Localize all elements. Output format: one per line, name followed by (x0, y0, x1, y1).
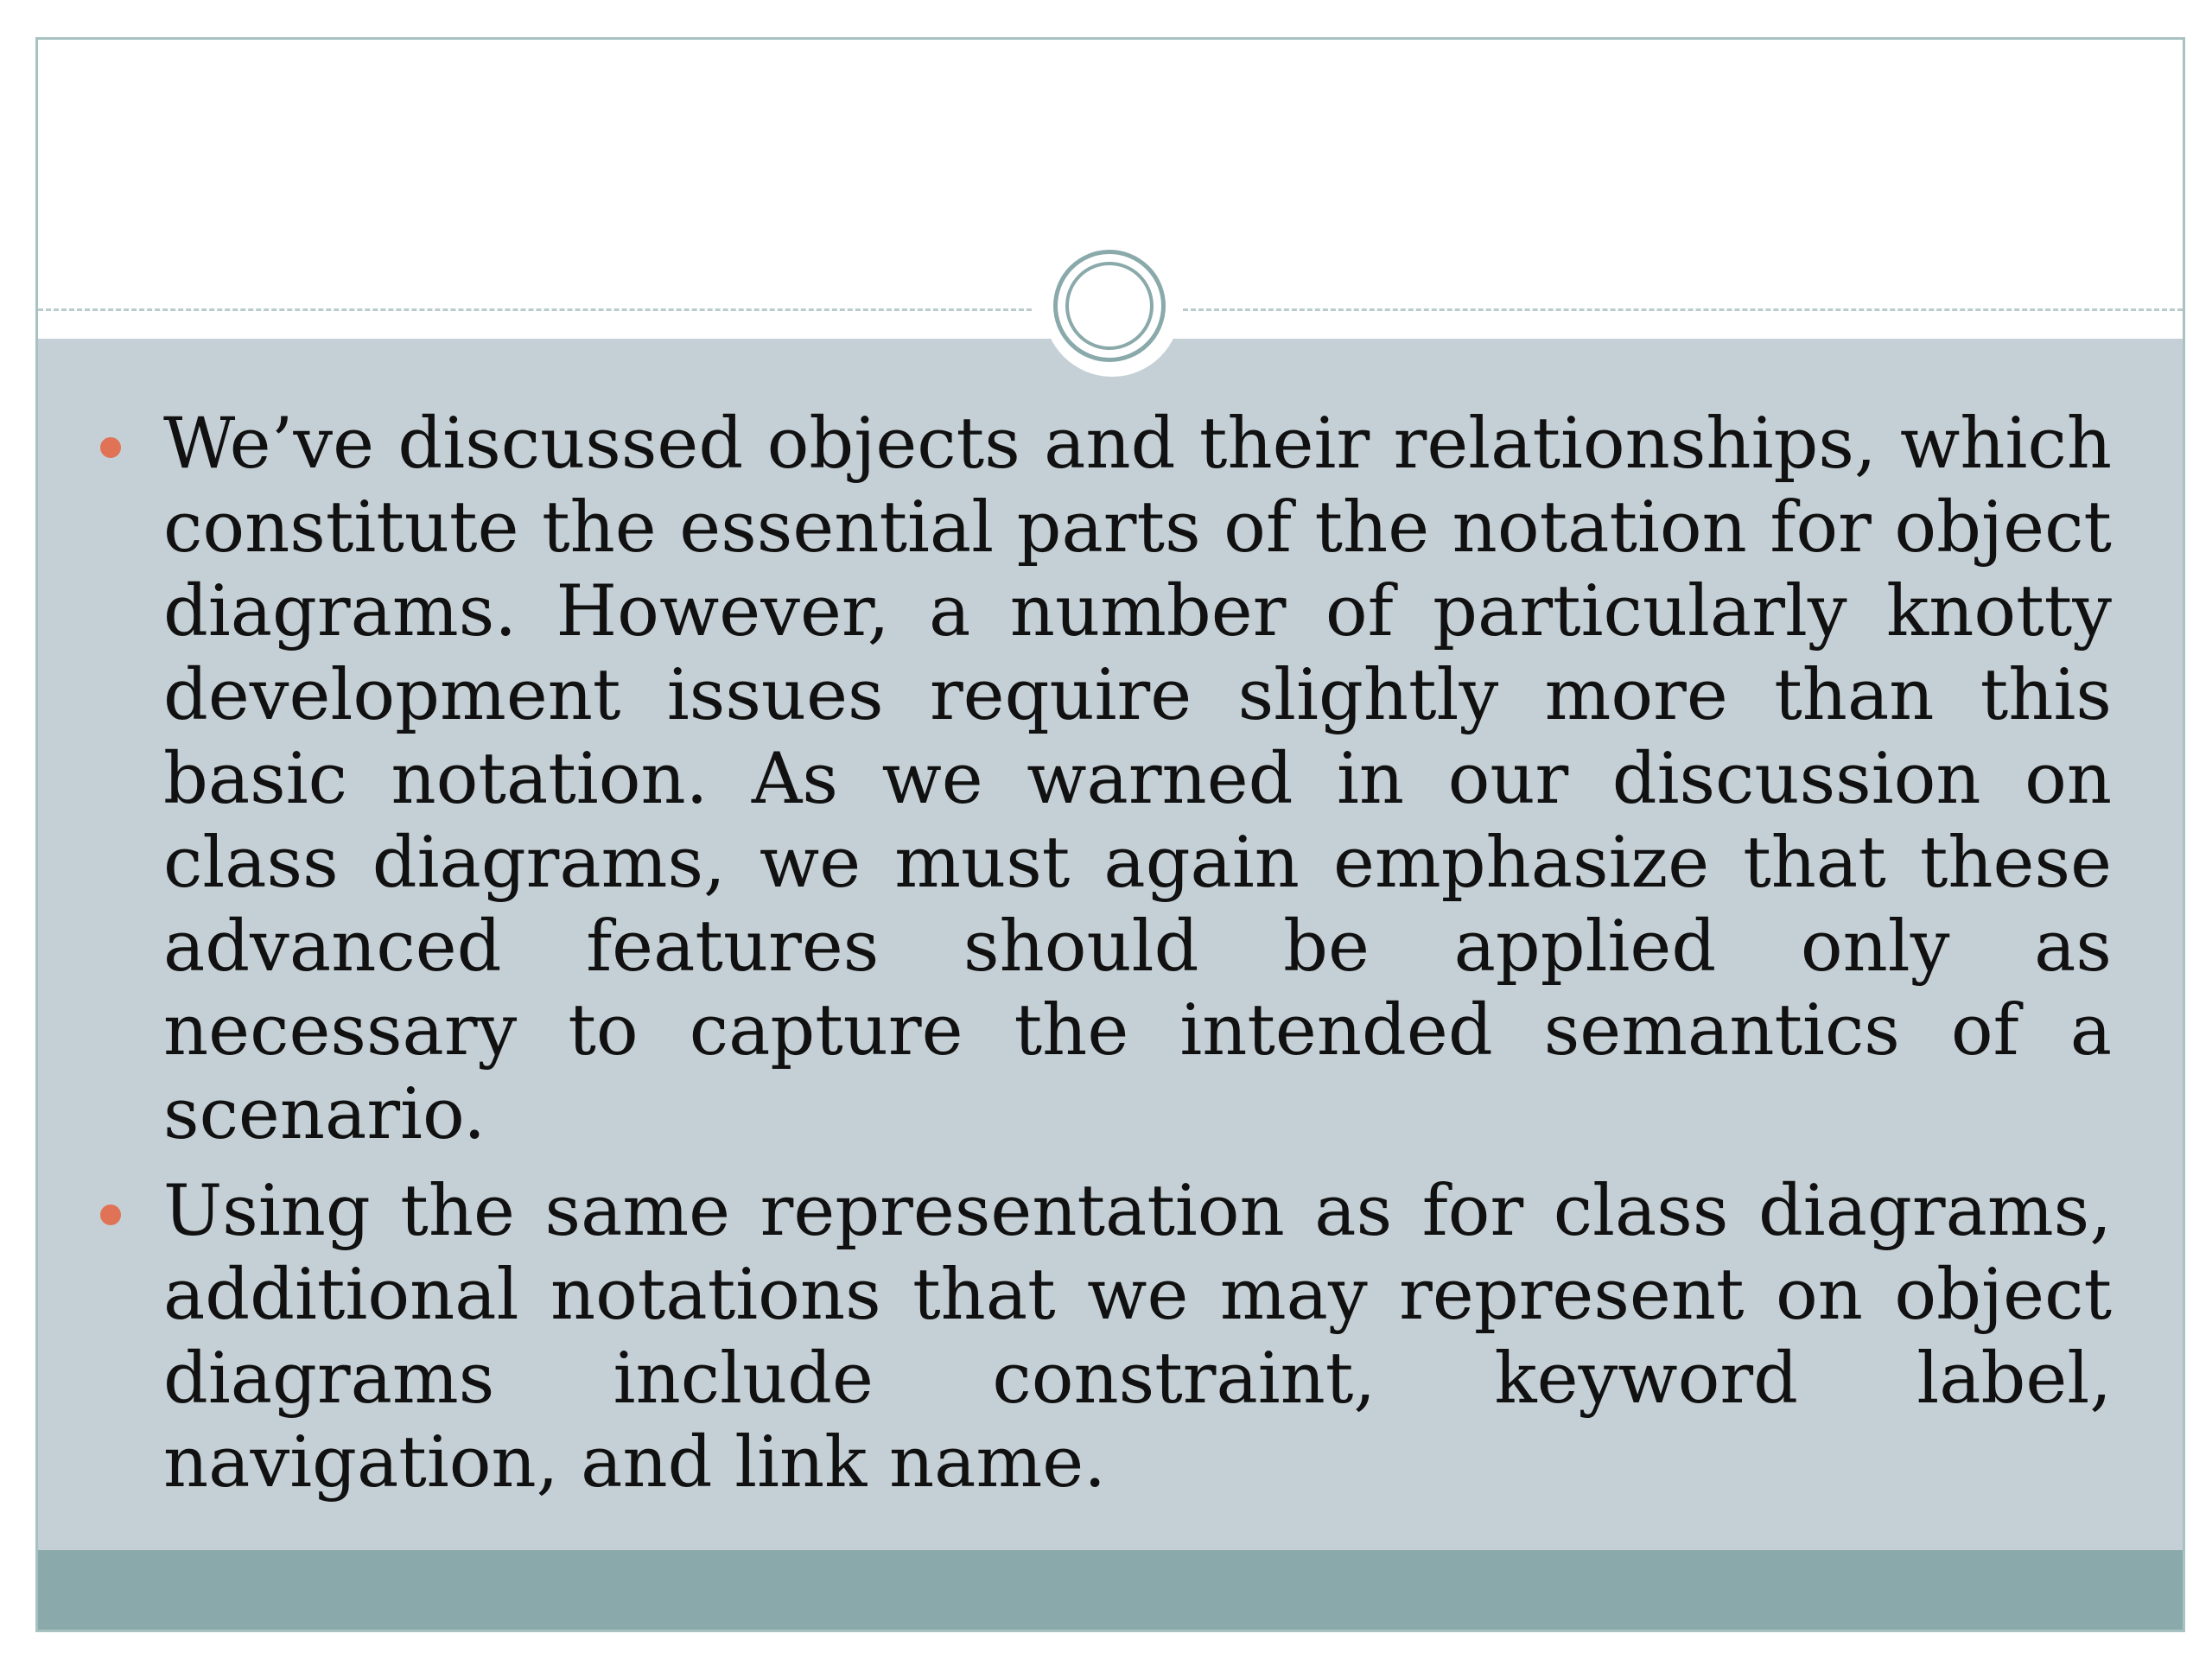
bullet-dot-icon (100, 437, 121, 458)
bullet-text: We’ve discussed objects and their relationships, which constitute the essential parts of the notation for object diagrams. However, a number of particularly knotty development issues require slightly more than this basic notation. As we warned in our discussion on class diagrams, we must again emphasize that these advanced features should be applied only as necessary to capture the intended semantics of a scenario. (163, 404, 2112, 1155)
circle-ornament-icon (1053, 250, 1166, 362)
title-divider-right (1183, 308, 2183, 311)
slide-footer-band (38, 1550, 2183, 1630)
bullet-dot-icon (100, 1205, 121, 1225)
title-divider-left (38, 308, 1032, 311)
bullet-item (163, 1170, 2112, 1505)
bullet-list (163, 403, 2112, 1518)
bullet-item (163, 403, 2112, 1157)
bullet-text: Using the same representation as for class diagrams, additional notations that we may represent on object diagrams include constraint, keyword label, navigation, and link name. (163, 1171, 2112, 1503)
circle-ornament-inner (1065, 262, 1154, 350)
slide (35, 37, 2185, 1632)
